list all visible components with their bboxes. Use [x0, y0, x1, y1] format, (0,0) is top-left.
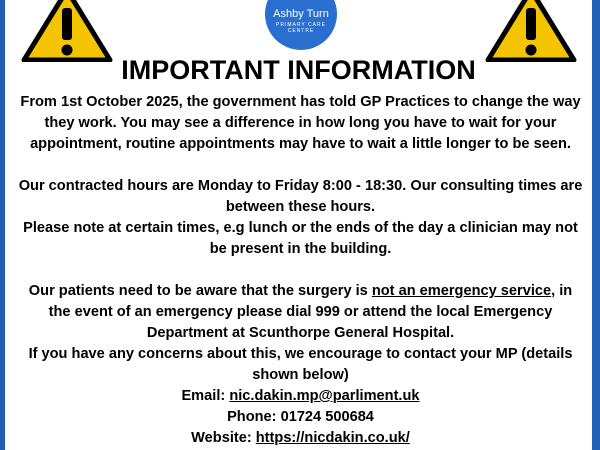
paragraph-emergency — [17, 281, 584, 344]
contact-phone: Phone: 01724 500684 — [227, 409, 374, 425]
paragraph-changes: From 1st October 2025, the government has told GP Practices to change the way they work. You may see a difference in how long you have to wait for your appointment, routine appointments may have to wait a little longer to be seen. — [20, 94, 581, 152]
emergency-text-start: Our patients need to be aware that the surgery is — [28, 283, 372, 299]
paragraph-clinician: Please note at certain times, e.g lunch or the ends of the day a clinician may not be present in the building. — [23, 220, 578, 257]
logo-subtitle: PRIMARY CARE CENTRE — [276, 22, 326, 34]
contact-website — [17, 428, 584, 449]
website-link[interactable]: https://nicdakin.co.uk/ — [255, 430, 410, 446]
emergency-underlined: not an emergency service — [371, 283, 552, 299]
notice-sheet — [5, 0, 592, 450]
notice-body — [17, 92, 584, 449]
warning-icon — [21, 0, 113, 62]
paragraph-hours: Our contracted hours are Monday to Friday 8:00 - 18:30. Our consulting times are between these hours. — [18, 178, 583, 215]
warning-icon — [485, 0, 577, 62]
paragraph-mp: If you have any concerns about this, we encourage to contact your MP (details shown below) — [28, 346, 573, 383]
website-label: Website: — [191, 430, 256, 446]
logo-name: Ashby Turn — [273, 8, 329, 20]
email-label: Email: — [181, 388, 230, 404]
practice-logo — [265, 0, 337, 50]
contact-email — [17, 386, 584, 407]
page-title: IMPORTANT INFORMATION — [121, 55, 476, 85]
email-link[interactable]: nic.dakin.mp@parliment.uk — [229, 388, 420, 404]
emergency-text-end: , in the event of an emergency please dial 999 or attend the local Emergency Department at Scunthorpe General Hospital. — [48, 283, 573, 341]
